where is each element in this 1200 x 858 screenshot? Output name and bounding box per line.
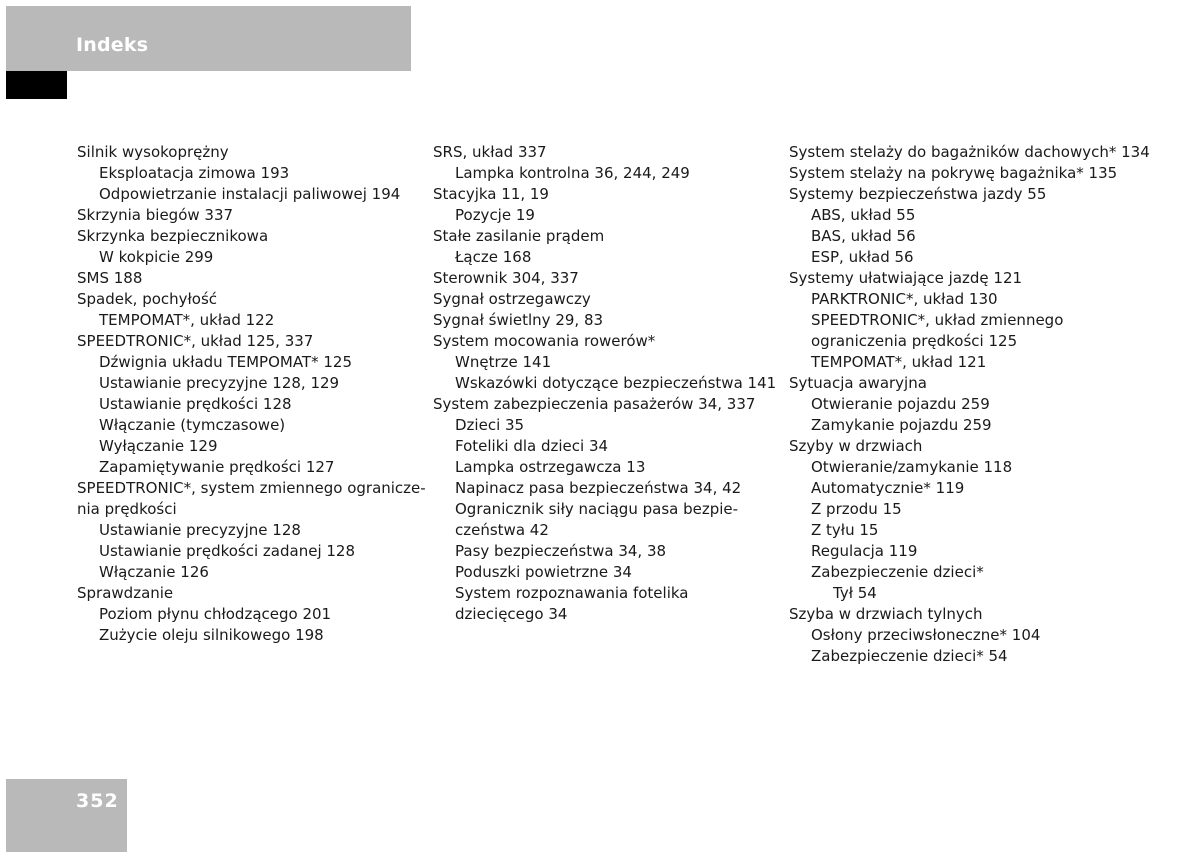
index-entry: Systemy bezpieczeństwa jazdy 55 <box>789 185 1047 203</box>
index-entry: Pasy bezpieczeństwa 34, 38 <box>455 542 667 560</box>
index-entry: Lampka kontrolna 36, 244, 249 <box>455 164 690 182</box>
index-entry: Ustawianie precyzyjne 128 <box>99 521 301 539</box>
index-entry: Sprawdzanie <box>77 584 174 602</box>
index-entry: Spadek, pochyłość <box>77 290 218 308</box>
header-tab <box>6 6 411 71</box>
index-entry: Skrzynia biegów 337 <box>77 206 234 224</box>
index-entry: Ustawianie prędkości zadanej 128 <box>99 542 356 560</box>
index-entry: Systemy ułatwiające jazdę 121 <box>789 269 1023 287</box>
index-entry: Ustawianie prędkości 128 <box>99 395 292 413</box>
index-entry: Łącze 168 <box>455 248 532 266</box>
index-entry: Włączanie (tymczasowe) <box>99 416 286 434</box>
index-entry: System mocowania rowerów* <box>433 332 656 350</box>
index-entry: SPEEDTRONIC*, układ zmiennego <box>811 311 1064 329</box>
index-entry: Ogranicznik siły naciągu pasa bezpie- <box>455 500 739 518</box>
index-entry: Poduszki powietrzne 34 <box>455 563 632 581</box>
index-entry: Wskazówki dotyczące bezpieczeństwa 141 <box>455 374 777 392</box>
index-entry: Szyby w drzwiach <box>789 437 923 455</box>
index-entry: Wyłączanie 129 <box>99 437 218 455</box>
index-entry: W kokpicie 299 <box>99 248 214 266</box>
index-entry: System zabezpieczenia pasażerów 34, 337 <box>433 395 756 413</box>
index-entry: System stelaży do bagażników dachowych* 134 <box>789 143 1150 161</box>
index-entry: Szyba w drzwiach tylnych <box>789 605 983 623</box>
index-entry: Dźwignia układu TEMPOMAT* 125 <box>99 353 352 371</box>
index-entry: Włączanie 126 <box>99 563 209 581</box>
index-entry: Skrzynka bezpiecznikowa <box>77 227 269 245</box>
index-column-2 <box>433 142 776 625</box>
index-entry: Osłony przeciwsłoneczne* 104 <box>811 626 1041 644</box>
index-entry: SPEEDTRONIC*, system zmiennego ogranicze- <box>77 479 426 497</box>
index-entry: Napinacz pasa bezpieczeństwa 34, 42 <box>455 479 742 497</box>
index-entry: PARKTRONIC*, układ 130 <box>811 290 998 308</box>
section-marker <box>6 71 67 99</box>
page-number: 352 <box>76 790 119 812</box>
index-entry: Automatycznie* 119 <box>811 479 965 497</box>
index-entry: Stałe zasilanie prądem <box>433 227 605 245</box>
index-entry: Pozycje 19 <box>455 206 535 224</box>
index-entry: Foteliki dla dzieci 34 <box>455 437 609 455</box>
index-entry: Lampka ostrzegawcza 13 <box>455 458 646 476</box>
index-entry: TEMPOMAT*, układ 121 <box>811 353 987 371</box>
index-entry: dziecięcego 34 <box>455 605 568 623</box>
index-entry: Z tyłu 15 <box>811 521 879 539</box>
index-entry: Wnętrze 141 <box>455 353 552 371</box>
index-entry: Tył 54 <box>833 584 877 602</box>
index-entry: Ustawianie precyzyjne 128, 129 <box>99 374 340 392</box>
index-entry: TEMPOMAT*, układ 122 <box>99 311 275 329</box>
page-title: Indeks <box>76 34 149 56</box>
index-entry: Sygnał ostrzegawczy <box>433 290 591 308</box>
index-entry: SRS, układ 337 <box>433 143 547 161</box>
index-entry: Poziom płynu chłodzącego 201 <box>99 605 332 623</box>
index-column-1 <box>77 142 426 646</box>
index-entry: czeństwa 42 <box>455 521 549 539</box>
index-entry: Sygnał świetlny 29, 83 <box>433 311 604 329</box>
index-entry: Eksploatacja zimowa 193 <box>99 164 290 182</box>
index-entry: Sterownik 304, 337 <box>433 269 579 287</box>
index-entry: Stacyjka 11, 19 <box>433 185 549 203</box>
index-entry: ESP, układ 56 <box>811 248 914 266</box>
index-entry: Silnik wysokoprężny <box>77 143 229 161</box>
index-entry: Odpowietrzanie instalacji paliwowej 194 <box>99 185 401 203</box>
index-entry: SPEEDTRONIC*, układ 125, 337 <box>77 332 314 350</box>
index-entry: nia prędkości <box>77 500 177 518</box>
index-entry: Zabezpieczenie dzieci* <box>811 563 984 581</box>
index-entry: Zabezpieczenie dzieci* 54 <box>811 647 1008 665</box>
index-entry: Zużycie oleju silnikowego 198 <box>99 626 324 644</box>
index-entry: Zapamiętywanie prędkości 127 <box>99 458 335 476</box>
index-entry: Otwieranie/zamykanie 118 <box>811 458 1013 476</box>
index-entry: BAS, układ 56 <box>811 227 916 245</box>
index-entry: Dzieci 35 <box>455 416 525 434</box>
index-entry: ograniczenia prędkości 125 <box>811 332 1018 350</box>
index-entry: ABS, układ 55 <box>811 206 916 224</box>
index-entry: Otwieranie pojazdu 259 <box>811 395 990 413</box>
index-entry: System rozpoznawania fotelika <box>455 584 689 602</box>
index-entry: SMS 188 <box>77 269 143 287</box>
index-column-3 <box>789 142 1150 667</box>
index-entry: Regulacja 119 <box>811 542 918 560</box>
index-entry: Sytuacja awaryjna <box>789 374 927 392</box>
index-entry: System stelaży na pokrywę bagażnika* 135 <box>789 164 1118 182</box>
index-entry: Zamykanie pojazdu 259 <box>811 416 992 434</box>
index-entry: Z przodu 15 <box>811 500 902 518</box>
